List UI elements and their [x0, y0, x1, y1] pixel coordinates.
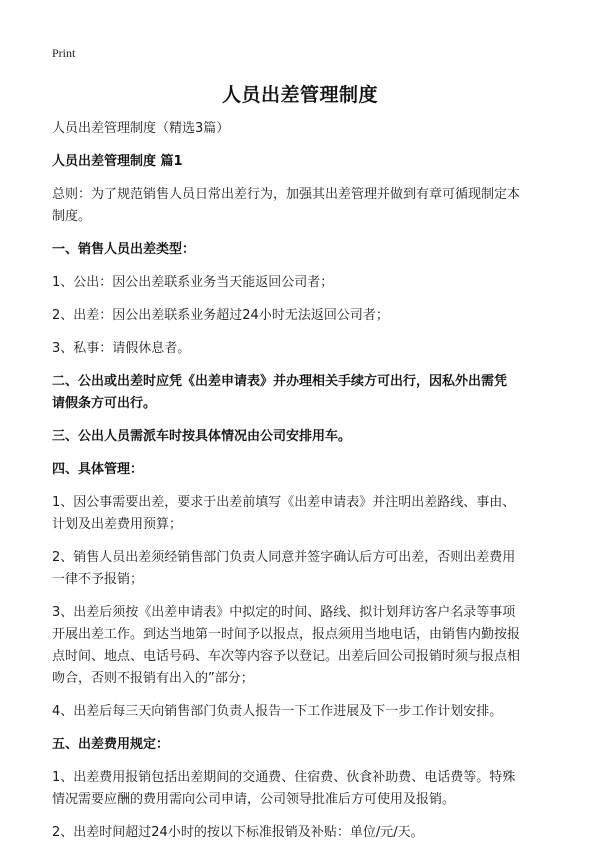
article-heading: 人员出差管理制度 篇1 — [52, 154, 183, 169]
section-4-item: 3、出差后须按《出差申请表》中拟定的时间、路线、拟计划拜访客户名录等事项 开展出差工作。到达当地第一时间予以报点，报点须用当地电话，由销售内勤按报 点时间、地点、电话号码、车次等内容予以登记。出差后回公司报销时须与报点相 吻合，否则不报销有出入的”部分； — [52, 605, 521, 686]
section-4-heading: 四、具体管理： — [52, 462, 144, 477]
section-5-heading: 五、出差费用规定： — [52, 737, 170, 752]
section-1-item: 1、公出：因公出差联系业务当天能返回公司者； — [52, 275, 334, 290]
section-5-item: 1、出差费用报销包括出差期间的交通费、住宿费、伙食补助费、电话费等。特殊 情况需要应酬的费用需向公司申请，公司领导批准后方可使用及报销。 — [52, 770, 516, 807]
section-4-item: 4、出差后每三天向销售部门负责人报告一下工作进展及下一步工作计划安排。 — [52, 704, 503, 719]
general-paragraph: 总则：为了规范销售人员日常出差行为，加强其出差管理并做到有章可循现制定本 制度。 — [52, 187, 521, 224]
print-label: Print — [52, 46, 76, 60]
document-subtitle: 人员出差管理制度（精选3篇） — [52, 121, 230, 136]
section-2-heading: 二、公出或出差时应凭《出差申请表》并办理相关手续方可出行，因私外出需凭 请假条方可出行。 — [52, 374, 508, 411]
document-body — [52, 118, 552, 855]
section-1-heading: 一、销售人员出差类型： — [52, 242, 196, 257]
section-4-item: 1、因公事需要出差，要求于出差前填写《出差申请表》并注明出差路线、事由、 计划及出差费用预算； — [52, 495, 516, 532]
section-1-item: 3、私事：请假休息者。 — [52, 341, 191, 356]
document-title: 人员出差管理制度 — [221, 84, 378, 106]
section-4-item: 2、销售人员出差须经销售部门负责人同意并签字确认后方可出差，否则出差费用 一律不予报销； — [52, 550, 516, 587]
section-5-item: 2、出差时间超过24小时的按以下标准报销及补贴：单位/元/天。 — [52, 825, 424, 840]
section-1-item: 2、出差：因公出差联系业务超过24小时无法返回公司者； — [52, 308, 389, 323]
section-3-heading: 三、公出人员需派车时按具体情况由公司安排用车。 — [52, 429, 352, 444]
